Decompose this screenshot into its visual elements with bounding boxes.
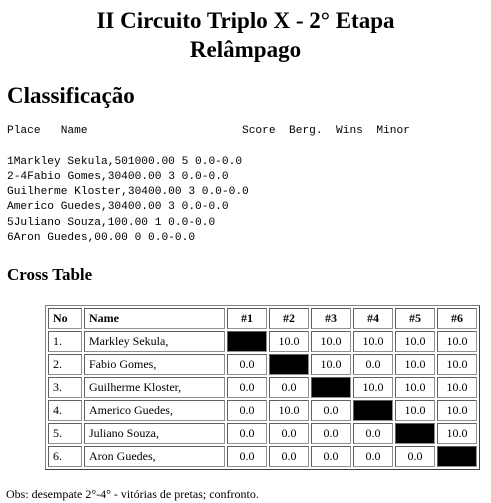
cross-table-header-row bbox=[48, 308, 477, 329]
result-cell: 10.0 bbox=[395, 377, 435, 398]
standings-row bbox=[7, 171, 229, 183]
result-cell: 10.0 bbox=[437, 354, 477, 375]
result-cell: 0.0 bbox=[227, 446, 267, 467]
cross-table-container bbox=[45, 305, 480, 470]
self-cell bbox=[311, 377, 351, 398]
cross-row-number: 4. bbox=[48, 400, 82, 421]
cross-player-name: Markley Sekula, bbox=[84, 331, 225, 352]
standings-name: Guilherme Kloster, bbox=[7, 186, 128, 199]
column-header-place: Place bbox=[7, 125, 61, 137]
standings-berg: 0.00 bbox=[121, 216, 149, 229]
standings-place: 1 bbox=[7, 155, 14, 168]
standings-row bbox=[7, 186, 249, 198]
result-cell: 0.0 bbox=[353, 446, 393, 467]
cross-player-name: Fabio Gomes, bbox=[84, 354, 225, 375]
cross-table-row bbox=[48, 446, 477, 467]
result-cell: 0.0 bbox=[269, 446, 309, 467]
standings-name: Juliano Souza, bbox=[13, 216, 108, 229]
column-header-wins: Wins bbox=[336, 125, 377, 137]
result-cell: 0.0 bbox=[227, 377, 267, 398]
standings-name: Markley Sekula, bbox=[13, 155, 115, 168]
cross-row-number: 5. bbox=[48, 423, 82, 444]
cross-table-row bbox=[48, 400, 477, 421]
standings-minor: 0.0-0.0 bbox=[201, 186, 249, 199]
standings-minor: 0.0-0.0 bbox=[148, 232, 196, 245]
header-opponent-3: #3 bbox=[311, 308, 351, 329]
standings-wins: 3 bbox=[168, 170, 175, 183]
standings-wins: 3 bbox=[168, 201, 175, 214]
standings-row bbox=[7, 201, 229, 213]
standings-score: 30 bbox=[127, 186, 142, 199]
self-cell bbox=[395, 423, 435, 444]
title-line-1: II Circuito Triplo X - 2° Etapa bbox=[96, 8, 395, 33]
result-cell: 10.0 bbox=[311, 354, 351, 375]
result-cell: 0.0 bbox=[269, 377, 309, 398]
standings-score: 50 bbox=[114, 155, 128, 168]
tiebreak-note: Obs: desempate 2°-4° - vitórias de pretas; confronto. bbox=[6, 487, 259, 501]
result-cell: 0.0 bbox=[353, 354, 393, 375]
result-cell: 10.0 bbox=[353, 331, 393, 352]
page-title bbox=[0, 0, 491, 64]
standings-place: 6 bbox=[7, 232, 14, 245]
self-cell bbox=[269, 354, 309, 375]
result-cell: 0.0 bbox=[227, 400, 267, 421]
result-cell: 0.0 bbox=[311, 423, 351, 444]
header-opponent-5: #5 bbox=[395, 308, 435, 329]
result-cell: 10.0 bbox=[395, 400, 435, 421]
standings-row bbox=[7, 232, 195, 244]
result-cell: 10.0 bbox=[437, 331, 477, 352]
header-opponent-1: #1 bbox=[227, 308, 267, 329]
self-cell bbox=[437, 446, 477, 467]
cross-row-number: 2. bbox=[48, 354, 82, 375]
result-cell: 10.0 bbox=[437, 400, 477, 421]
result-cell: 10.0 bbox=[269, 331, 309, 352]
cross-table-heading: Cross Table bbox=[7, 265, 93, 284]
standings-berg: 400.00 bbox=[121, 201, 162, 214]
result-cell: 0.0 bbox=[311, 446, 351, 467]
classification-heading: Classificação bbox=[7, 83, 135, 108]
cross-table bbox=[45, 305, 480, 470]
result-cell: 0.0 bbox=[311, 400, 351, 421]
cross-table-row bbox=[48, 354, 477, 375]
result-cell: 10.0 bbox=[269, 400, 309, 421]
cross-player-name: Americo Guedes, bbox=[84, 400, 225, 421]
standings-score: 0 bbox=[94, 232, 102, 245]
cross-player-name: Aron Guedes, bbox=[84, 446, 225, 467]
result-cell: 10.0 bbox=[311, 331, 351, 352]
standings-berg: 1000.00 bbox=[127, 155, 175, 168]
result-cell: 0.0 bbox=[269, 423, 309, 444]
standings-wins: 5 bbox=[181, 155, 189, 168]
self-cell bbox=[353, 400, 393, 421]
standings-wins: 1 bbox=[154, 216, 162, 229]
standings-table bbox=[7, 124, 410, 246]
result-cell: 0.0 bbox=[395, 446, 435, 467]
column-header-name: Name bbox=[60, 125, 242, 137]
header-no: No bbox=[48, 308, 82, 329]
standings-name: Aron Guedes, bbox=[13, 232, 95, 245]
column-header-berg: Berg. bbox=[289, 125, 330, 137]
cross-table-row bbox=[48, 377, 477, 398]
cross-row-number: 6. bbox=[48, 446, 82, 467]
header-opponent-6: #6 bbox=[437, 308, 477, 329]
standings-place: 2-4 bbox=[7, 170, 28, 183]
standings-minor: 0.0-0.0 bbox=[168, 216, 216, 229]
standings-berg: 400.00 bbox=[141, 186, 182, 199]
standings-name: Fabio Gomes, bbox=[27, 170, 108, 183]
header-name: Name bbox=[84, 308, 225, 329]
cross-table-row bbox=[48, 423, 477, 444]
standings-score: 30 bbox=[107, 170, 122, 183]
result-cell: 10.0 bbox=[353, 377, 393, 398]
cross-player-name: Guilherme Kloster, bbox=[84, 377, 225, 398]
title-line-2: Relâmpago bbox=[189, 37, 302, 62]
standings-score: 10 bbox=[107, 216, 122, 229]
result-cell: 10.0 bbox=[437, 423, 477, 444]
result-cell: 10.0 bbox=[395, 331, 435, 352]
result-cell: 0.0 bbox=[227, 354, 267, 375]
header-opponent-4: #4 bbox=[353, 308, 393, 329]
standings-minor: 0.0-0.0 bbox=[181, 201, 229, 214]
self-cell bbox=[227, 331, 267, 352]
standings-minor: 0.0-0.0 bbox=[195, 155, 243, 168]
result-cell: 0.0 bbox=[353, 423, 393, 444]
column-header-score: Score bbox=[242, 125, 289, 137]
result-cell: 0.0 bbox=[227, 423, 267, 444]
header-opponent-2: #2 bbox=[269, 308, 309, 329]
cross-player-name: Juliano Souza, bbox=[84, 423, 225, 444]
standings-wins: 0 bbox=[134, 232, 142, 245]
standings-row bbox=[7, 156, 242, 168]
cross-row-number: 1. bbox=[48, 331, 82, 352]
standings-name: Americo Guedes, bbox=[7, 201, 108, 214]
cross-row-number: 3. bbox=[48, 377, 82, 398]
cross-table-row bbox=[48, 331, 477, 352]
standings-score: 30 bbox=[107, 201, 122, 214]
cross-table-body bbox=[48, 331, 477, 467]
result-cell: 10.0 bbox=[395, 354, 435, 375]
column-header-minor: Minor bbox=[376, 125, 410, 137]
standings-berg: 400.00 bbox=[121, 170, 162, 183]
standings-wins: 3 bbox=[188, 186, 196, 199]
standings-minor: 0.0-0.0 bbox=[181, 170, 229, 183]
standings-berg: 0.00 bbox=[101, 232, 128, 245]
standings-row bbox=[7, 217, 215, 229]
standings-place: 5 bbox=[7, 216, 14, 229]
result-cell: 10.0 bbox=[437, 377, 477, 398]
